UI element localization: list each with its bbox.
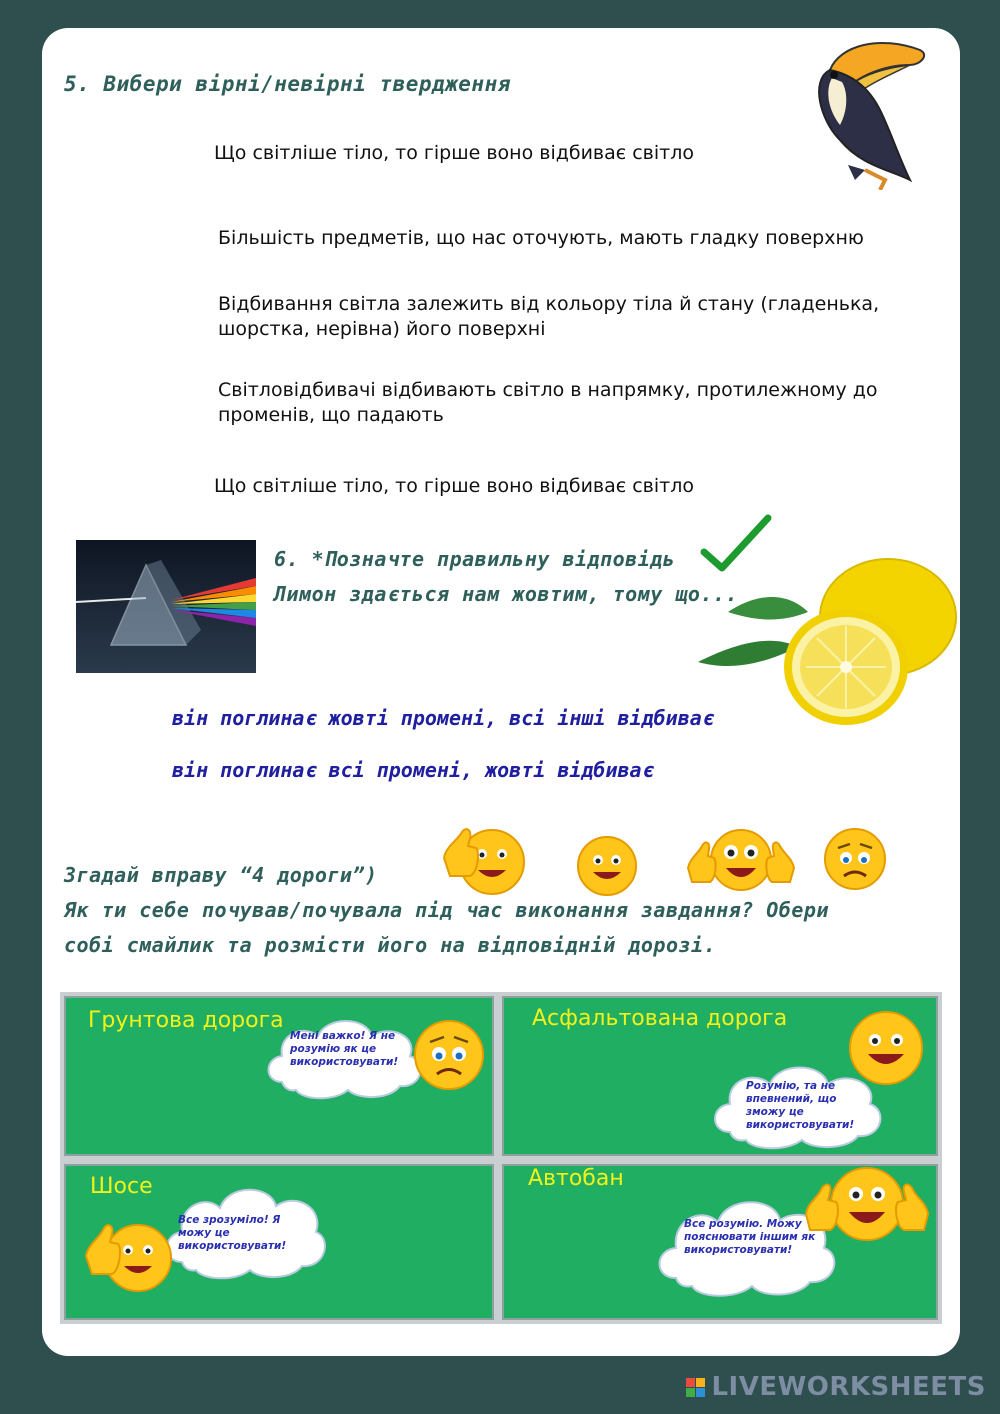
lemon-image bbox=[688, 552, 958, 732]
statement-1[interactable]: Що світліше тіло, то гірше воно відбиває світло bbox=[214, 142, 694, 164]
reflection-line-3: собі смайлик та розмісти його на відповідній дорозі. bbox=[64, 933, 717, 957]
cloud-text-highway: Все зрозуміло! Я можу це використовувати! bbox=[178, 1214, 287, 1252]
prism-image bbox=[76, 540, 256, 673]
road-title-asphalt: Асфальтована дорога bbox=[532, 1006, 788, 1031]
liveworksheets-brand[interactable] bbox=[686, 1372, 986, 1402]
brand-name: LIVEWORKSHEETS bbox=[711, 1372, 986, 1402]
cloud-text-autobahn: Все розумію. Можу пояснювати іншим як використовувати! bbox=[684, 1218, 816, 1256]
road-board-autobahn[interactable] bbox=[498, 1160, 942, 1324]
smiley-icon bbox=[575, 834, 639, 898]
cloud-text-dirt: Мені важко! Я не розумію як це використовувати! bbox=[290, 1030, 399, 1068]
answer-option-2[interactable]: він поглинає всі промені, жовті відбиває bbox=[172, 758, 654, 782]
reflection-line-2: Як ти себе почував/почувала під час виконання завдання? Обери bbox=[64, 898, 830, 922]
cloud-text-asphalt: Розумію, та не впевнений, що зможу це використовувати! bbox=[746, 1080, 855, 1131]
toucan-image bbox=[770, 30, 940, 190]
road-board-dirt[interactable] bbox=[60, 992, 498, 1160]
section6-title: 6. *Позначте правильну відповідь bbox=[274, 547, 676, 571]
worried-smiley-icon bbox=[822, 826, 888, 892]
road-title-dirt: Грунтова дорога bbox=[88, 1008, 284, 1033]
thumbs-up-smiley-icon[interactable] bbox=[82, 1212, 174, 1296]
double-thumbs-up-smiley-icon[interactable] bbox=[802, 1164, 932, 1248]
thumbs-up-smiley-icon bbox=[440, 818, 530, 898]
road-board-highway[interactable] bbox=[60, 1160, 498, 1324]
liveworksheets-logo-icon bbox=[686, 1378, 705, 1397]
statement-3[interactable]: Відбивання світла залежить від кольору тіла й стану (гладенька, шорстка, нерівна) його поверхні bbox=[218, 293, 880, 340]
statement-5[interactable]: Що світліше тіло, то гірше воно відбиває світло bbox=[214, 475, 694, 497]
statement-4[interactable]: Світловідбивачі відбивають світло в напрямку, протилежному до променів, що падають bbox=[218, 379, 878, 426]
road-title-highway: Шосе bbox=[90, 1174, 153, 1199]
statement-2[interactable]: Більшість предметів, що нас оточують, мають гладку поверхню bbox=[218, 227, 864, 249]
smiley-icon[interactable] bbox=[846, 1008, 926, 1088]
road-title-autobahn: Автобан bbox=[528, 1166, 624, 1191]
worried-smiley-icon[interactable] bbox=[412, 1018, 486, 1092]
road-board-asphalt[interactable] bbox=[498, 992, 942, 1160]
reflection-line-1: Згадай вправу “4 дороги”) bbox=[64, 863, 378, 887]
section6-question: Лимон здається нам жовтим, тому що... bbox=[274, 582, 739, 606]
double-thumbs-up-smiley-icon bbox=[686, 824, 796, 894]
answer-option-1[interactable]: він поглинає жовті промені, всі інші відбиває bbox=[172, 706, 714, 730]
section5-title: 5. Вибери вірні/невірні твердження bbox=[64, 72, 511, 96]
